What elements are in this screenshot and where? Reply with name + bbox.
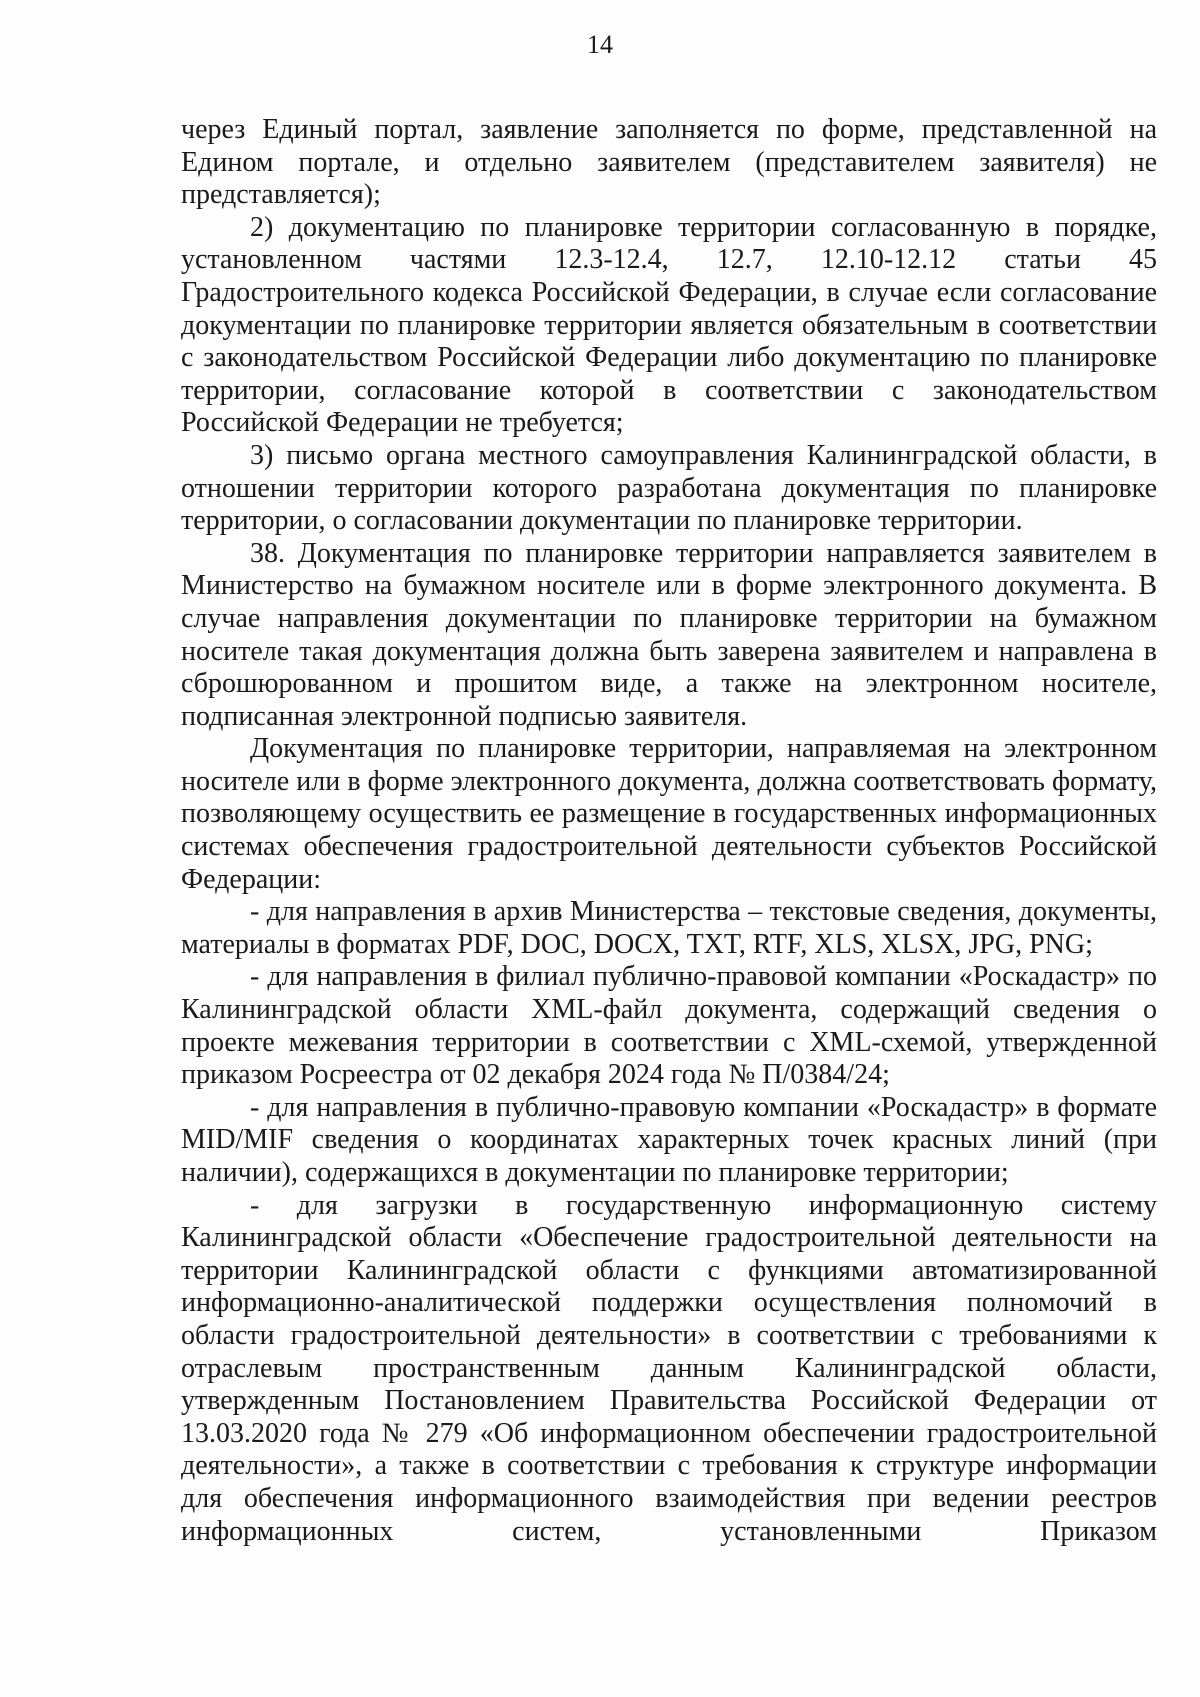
list-item-archive: - для направления в архив Министерства – текстовые сведения, документы, материалы в форматах PDF, DOC, DOCX, TXT, RTF, XLS, XLSX, JPG, PNG; bbox=[181, 896, 1157, 960]
list-item-roskadastr-mid-mif: - для направления в публично-правовую компании «Роскадастр» в формате MID/MIF сведения о координатах характерных точек красных линий (при наличии), содержащихся в документации по планировке территории; bbox=[181, 1091, 1157, 1188]
list-item-state-information-system: - для загрузки в государственную информационную систему Калининградской области «Обеспечение градостроительной деятельности на территории Калининградской области с функциями автоматизированной информационно-аналитической поддержки осуществления полномочий в области градостроительной деятельности» в соответствии с требованиями к отраслевым пространственным данным Калининградской области, утвержденным Постановлением Правительства Российской Федерации от 13.03.2020 года № 279 «Об информационном обеспечении градостроительной деятельности», а также в соответствии с требования к структуре информации для обеспечения информационного взаимодействия при ведении реестров информационных систем, установленными Приказом bbox=[181, 1189, 1157, 1547]
document-body bbox=[181, 114, 1157, 1548]
paragraph-format-requirements: Документация по планировке территории, направляемая на электронном носителе или в форме электронного документа, должна соответствовать формату, позволяющему осуществить ее размещение в государственных информационных системах обеспечения градостроительной деятельности субъектов Российской Федерации: bbox=[181, 733, 1157, 895]
list-item-roskadastr-branch: - для направления в филиал публично-правовой компании «Роскадастр» по Калининградской области XML-файл документа, содержащий сведения о проекте межевания территории в соответствии с XML-схемой, утвержденной приказом Росреестра от 02 декабря 2024 года № П/0384/24; bbox=[181, 961, 1157, 1091]
page-number: 14 bbox=[587, 30, 613, 59]
paragraph-clause-38: 38. Документация по планировке территории направляется заявителем в Министерство на бумажном носителе или в форме электронного документа. В случае направления документации по планировке территории на бумажном носителе такая документация должна быть заверена заявителем и направлена в сброшюрованном и прошитом виде, а также на электронном носителе, подписанная электронной подписью заявителя. bbox=[181, 537, 1157, 732]
paragraph-item-3: 3) письмо органа местного самоуправления Калининградской области, в отношении территории которого разработана документация по планировке территории, о согласовании документации по планировке территории. bbox=[181, 439, 1157, 537]
paragraph-continuation: через Единый портал, заявление заполняется по форме, представленной на Едином портале, и отдельно заявителем (представителем заявителя) не представляется); bbox=[181, 114, 1157, 211]
paragraph-item-2: 2) документацию по планировке территории согласованную в порядке, установленном частями 12.3-12.4, 12.7, 12.10-12.12 статьи 45 Градостроительного кодекса Российской Федерации, в случае если согласование документации по планировке территории является обязательным в соответствии с законодательством Российской Федерации либо документацию по планировке территории, согласование которой в соответствии с законодательством Российской Федерации не требуется; bbox=[181, 211, 1157, 439]
